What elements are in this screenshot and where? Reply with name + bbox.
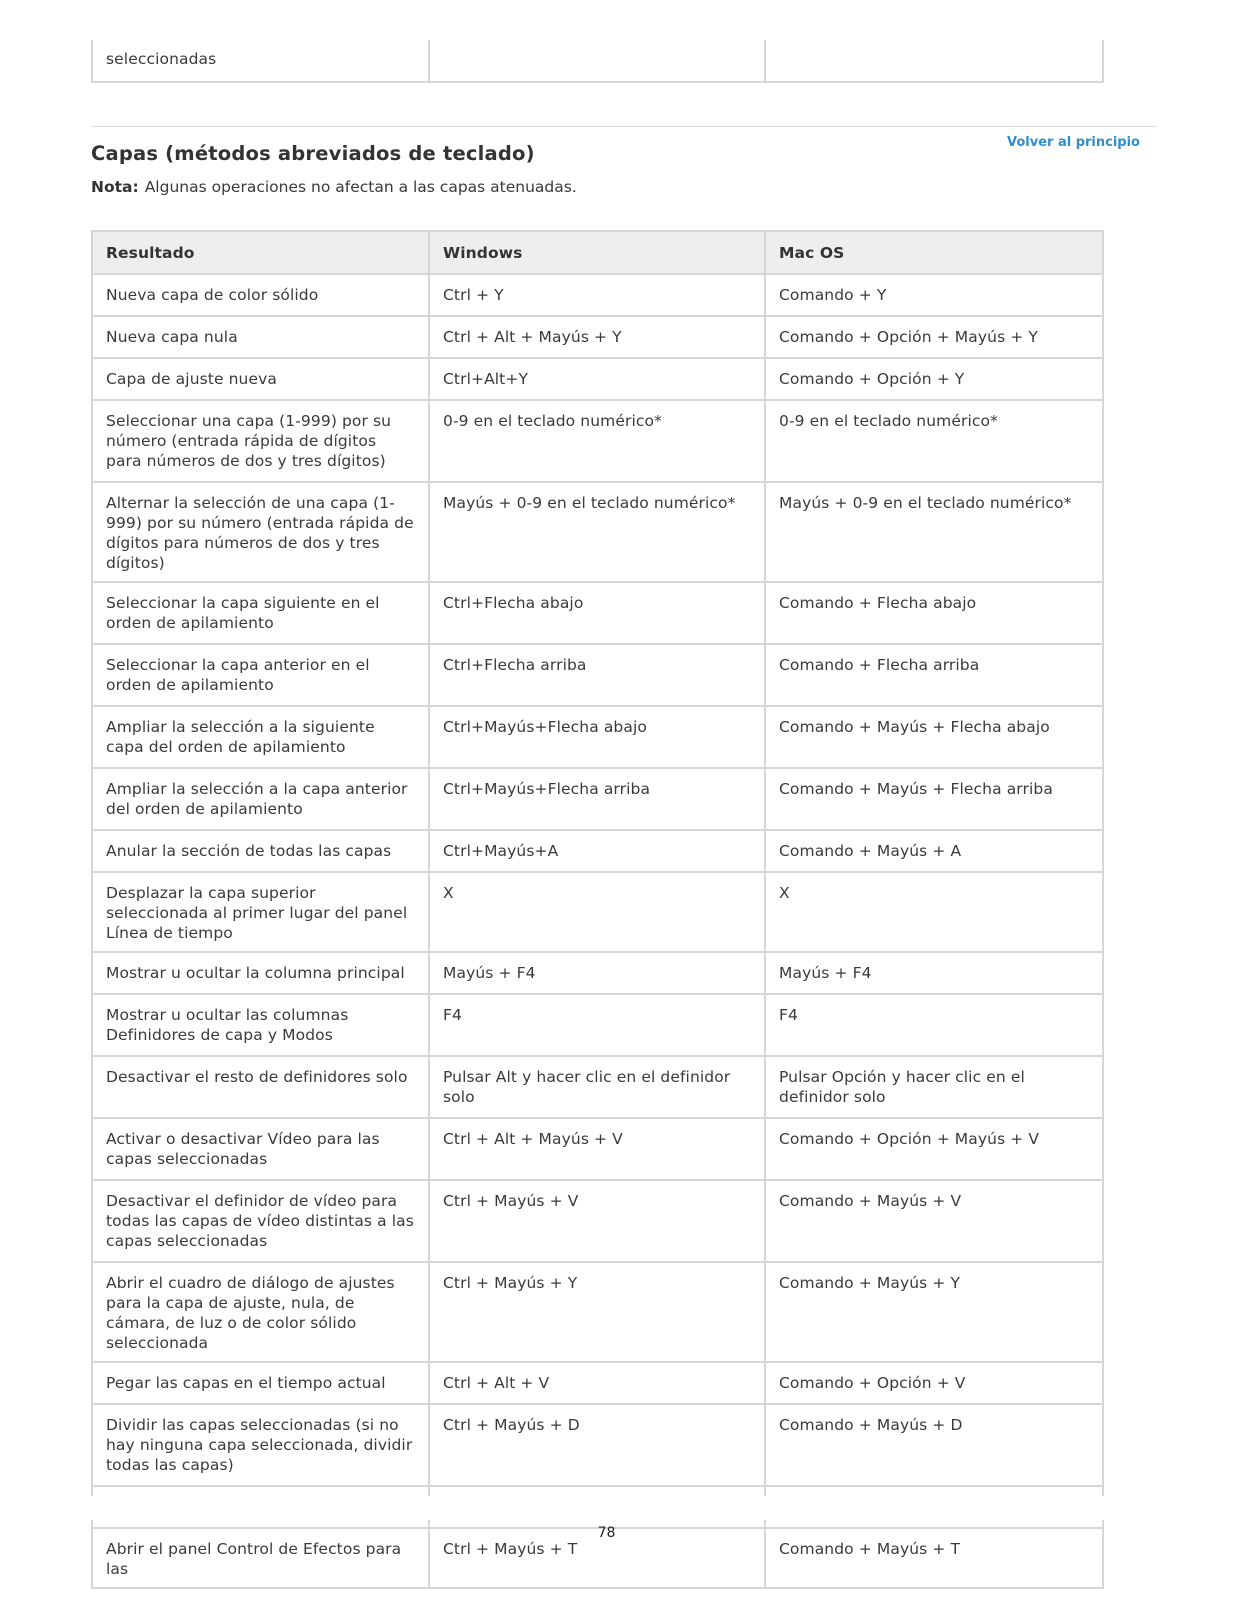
table-row bbox=[92, 582, 1103, 644]
result-cell: Seleccionar la capa anterior en el orden de apilamiento bbox=[92, 644, 429, 706]
table-row bbox=[92, 830, 1103, 872]
mac-cell: Comando + Flecha abajo bbox=[765, 582, 1103, 644]
note-text: Algunas operaciones no afectan a las capas atenuadas. bbox=[144, 178, 577, 196]
mac-cell: Comando + Opción + Mayús + Y bbox=[765, 316, 1103, 358]
windows-cell: Pulsar Alt y hacer clic en el definidor solo bbox=[429, 1056, 765, 1118]
windows-cell: X bbox=[429, 872, 765, 952]
result-cell: Nueva capa de color sólido bbox=[92, 274, 429, 316]
windows-cell: Ctrl+Mayús+Flecha arriba bbox=[429, 768, 765, 830]
table-row bbox=[92, 1180, 1103, 1262]
table-row bbox=[92, 40, 1103, 82]
section-divider bbox=[91, 126, 1157, 127]
windows-cell: Ctrl+Alt+Y bbox=[429, 358, 765, 400]
windows-cell: Ctrl + Alt + Mayús + Y bbox=[429, 316, 765, 358]
layers-shortcuts-table bbox=[91, 230, 1104, 1589]
table-row bbox=[92, 644, 1103, 706]
result-cell: Pegar las capas en el tiempo actual bbox=[92, 1362, 429, 1404]
mac-cell: Comando + Mayús + V bbox=[765, 1180, 1103, 1262]
windows-cell: Ctrl+Mayús+A bbox=[429, 830, 765, 872]
page-bottom-margin bbox=[0, 1496, 1237, 1520]
table-row bbox=[92, 316, 1103, 358]
mac-cell: Comando + Mayús + D bbox=[765, 1404, 1103, 1486]
result-cell: Seleccionar la capa siguiente en el orden de apilamiento bbox=[92, 582, 429, 644]
result-cell: Ampliar la selección a la capa anterior del orden de apilamiento bbox=[92, 768, 429, 830]
windows-cell: Ctrl + Mayús + T bbox=[429, 1528, 765, 1588]
table-row bbox=[92, 400, 1103, 482]
page-number: 78 bbox=[597, 1525, 616, 1541]
mac-cell: Comando + Mayús + Flecha arriba bbox=[765, 768, 1103, 830]
mac-cell: Comando + Opción + Y bbox=[765, 358, 1103, 400]
note-label: Nota: bbox=[91, 178, 139, 196]
table-header-row bbox=[92, 231, 1103, 274]
mac-cell: F4 bbox=[765, 994, 1103, 1056]
mac-cell: X bbox=[765, 872, 1103, 952]
note bbox=[91, 178, 577, 196]
mac-cell: Pulsar Opción y hacer clic en el definidor solo bbox=[765, 1056, 1103, 1118]
header-result: Resultado bbox=[92, 231, 429, 274]
windows-cell: Ctrl + Alt + V bbox=[429, 1362, 765, 1404]
result-cell: Desplazar la capa superior seleccionada al primer lugar del panel Línea de tiempo bbox=[92, 872, 429, 952]
table-row bbox=[92, 274, 1103, 316]
windows-cell: Ctrl + Mayús + D bbox=[429, 1404, 765, 1486]
table-row bbox=[92, 482, 1103, 582]
table-row bbox=[92, 872, 1103, 952]
windows-cell: Ctrl+Flecha arriba bbox=[429, 644, 765, 706]
result-cell: Nueva capa nula bbox=[92, 316, 429, 358]
mac-cell: 0-9 en el teclado numérico* bbox=[765, 400, 1103, 482]
mac-cell: Comando + Y bbox=[765, 274, 1103, 316]
result-cell: Desactivar el resto de definidores solo bbox=[92, 1056, 429, 1118]
result-cell: Anular la sección de todas las capas bbox=[92, 830, 429, 872]
header-windows: Windows bbox=[429, 231, 765, 274]
mac-cell: Comando + Opción + Mayús + V bbox=[765, 1118, 1103, 1180]
result-cell: Seleccionar una capa (1-999) por su número (entrada rápida de dígitos para números de dos y tres dígitos) bbox=[92, 400, 429, 482]
windows-cell: F4 bbox=[429, 994, 765, 1056]
windows-cell: Ctrl + Y bbox=[429, 274, 765, 316]
mac-cell: Comando + Mayús + Y bbox=[765, 1262, 1103, 1362]
mac-cell: Comando + Flecha arriba bbox=[765, 644, 1103, 706]
result-cell: Abrir el cuadro de diálogo de ajustes para la capa de ajuste, nula, de cámara, de luz o de color sólido seleccionada bbox=[92, 1262, 429, 1362]
windows-cell: Ctrl+Flecha abajo bbox=[429, 582, 765, 644]
table-row bbox=[92, 994, 1103, 1056]
table-body bbox=[92, 274, 1103, 1588]
result-cell: Dividir las capas seleccionadas (si no hay ninguna capa seleccionada, dividir todas las capas) bbox=[92, 1404, 429, 1486]
result-cell: Capa de ajuste nueva bbox=[92, 358, 429, 400]
table-row bbox=[92, 1362, 1103, 1404]
result-cell: Abrir el panel Control de Efectos para las bbox=[92, 1528, 429, 1588]
result-cell: seleccionadas bbox=[92, 40, 429, 82]
mac-cell: Comando + Mayús + T bbox=[765, 1528, 1103, 1588]
result-cell: Mostrar u ocultar las columnas Definidores de capa y Modos bbox=[92, 994, 429, 1056]
table-row bbox=[92, 1118, 1103, 1180]
windows-cell: Ctrl+Mayús+Flecha abajo bbox=[429, 706, 765, 768]
previous-table-fragment bbox=[91, 40, 1104, 83]
mac-cell: Mayús + F4 bbox=[765, 952, 1103, 994]
table-row bbox=[92, 358, 1103, 400]
table-row bbox=[92, 1262, 1103, 1362]
mac-cell: Comando + Mayús + Flecha abajo bbox=[765, 706, 1103, 768]
result-cell: Mostrar u ocultar la columna principal bbox=[92, 952, 429, 994]
result-cell: Desactivar el definidor de vídeo para todas las capas de vídeo distintas a las capas seleccionadas bbox=[92, 1180, 429, 1262]
table-row bbox=[92, 706, 1103, 768]
windows-cell: Mayús + F4 bbox=[429, 952, 765, 994]
table-row bbox=[92, 768, 1103, 830]
windows-cell: Ctrl + Mayús + V bbox=[429, 1180, 765, 1262]
windows-cell: Ctrl + Mayús + Y bbox=[429, 1262, 765, 1362]
section-title: Capas (métodos abreviados de teclado) bbox=[91, 142, 535, 165]
back-to-top-link[interactable]: Volver al principio bbox=[1006, 135, 1140, 150]
header-mac: Mac OS bbox=[765, 231, 1103, 274]
mac-cell: Comando + Opción + V bbox=[765, 1362, 1103, 1404]
windows-cell: Ctrl + Alt + Mayús + V bbox=[429, 1118, 765, 1180]
table-row bbox=[92, 1404, 1103, 1486]
mac-cell bbox=[765, 40, 1103, 82]
table-row bbox=[92, 1056, 1103, 1118]
windows-cell bbox=[429, 40, 765, 82]
table-row bbox=[92, 952, 1103, 994]
mac-cell: Mayús + 0-9 en el teclado numérico* bbox=[765, 482, 1103, 582]
windows-cell: Mayús + 0-9 en el teclado numérico* bbox=[429, 482, 765, 582]
result-cell: Activar o desactivar Vídeo para las capas seleccionadas bbox=[92, 1118, 429, 1180]
windows-cell: 0-9 en el teclado numérico* bbox=[429, 400, 765, 482]
mac-cell: Comando + Mayús + A bbox=[765, 830, 1103, 872]
result-cell: Alternar la selección de una capa (1-999) por su número (entrada rápida de dígitos para números de dos y tres dígitos) bbox=[92, 482, 429, 582]
result-cell: Ampliar la selección a la siguiente capa del orden de apilamiento bbox=[92, 706, 429, 768]
